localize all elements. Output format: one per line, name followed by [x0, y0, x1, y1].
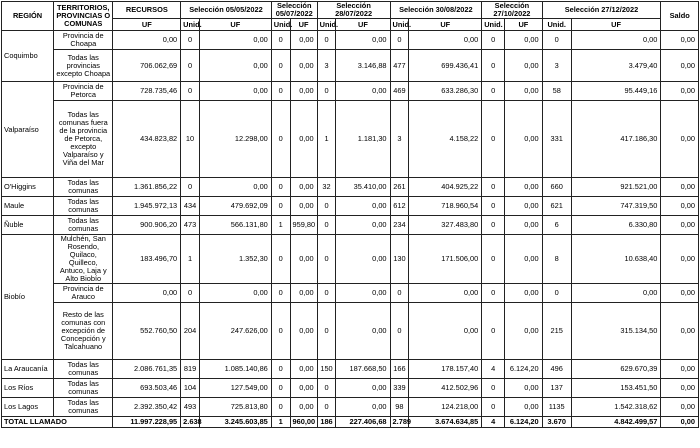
unid-cell: 0 — [317, 235, 336, 284]
uf-cell: 327.483,80 — [409, 216, 482, 235]
unid-cell: 58 — [542, 82, 571, 101]
header-region: REGIÓN — [2, 2, 54, 31]
uf-cell: 0,00 — [505, 398, 543, 417]
uf-cell: 153.451,50 — [571, 379, 661, 398]
unid-cell: 0 — [482, 101, 505, 178]
uf-cell: 0,00 — [199, 178, 271, 197]
unid-cell: 0 — [482, 303, 505, 360]
unid-cell: 215 — [542, 303, 571, 360]
recursos-cell: 434.823,82 — [113, 101, 181, 178]
unid-cell: 3 — [317, 50, 336, 82]
uf-cell: 178.157,40 — [409, 360, 482, 379]
territorio-cell: Todas las comunas — [54, 178, 113, 197]
uf-cell: 0,00 — [290, 360, 317, 379]
unid-cell: 137 — [542, 379, 571, 398]
region-cell: O'Higgins — [2, 178, 54, 197]
uf-cell: 0,00 — [336, 82, 390, 101]
saldo-cell: 0,00 — [661, 50, 699, 82]
header-uf: UF — [336, 19, 390, 31]
uf-cell: 3.146,88 — [336, 50, 390, 82]
header-uf: UF — [199, 19, 271, 31]
recursos-cell: 728.735,46 — [113, 82, 181, 101]
uf-cell: 171.506,00 — [409, 235, 482, 284]
header-unid: Unid. — [181, 19, 200, 31]
region-cell: Coquimbo — [2, 31, 54, 82]
saldo-cell: 0,00 — [661, 101, 699, 178]
unid-cell: 0 — [317, 197, 336, 216]
uf-cell: 747.319,50 — [571, 197, 661, 216]
unid-cell: 621 — [542, 197, 571, 216]
unid-cell: 0 — [482, 82, 505, 101]
uf-cell: 633.286,30 — [409, 82, 482, 101]
uf-cell: 124.218,00 — [409, 398, 482, 417]
unid-cell: 0 — [181, 82, 200, 101]
recursos-cell: 0,00 — [113, 284, 181, 303]
unid-cell: 1135 — [542, 398, 571, 417]
territorio-cell: Todas las comunas — [54, 379, 113, 398]
header-uf: UF — [505, 19, 543, 31]
uf-cell: 0,00 — [290, 284, 317, 303]
uf-cell: 0,00 — [290, 82, 317, 101]
recursos-cell: 900.906,20 — [113, 216, 181, 235]
unid-cell: 477 — [390, 50, 409, 82]
unid-cell: 0 — [482, 50, 505, 82]
unid-cell: 0 — [482, 398, 505, 417]
unid-cell: 98 — [390, 398, 409, 417]
total-uf-cell: 6.124,20 — [505, 417, 543, 428]
uf-cell: 35.410,00 — [336, 178, 390, 197]
recursos-cell: 706.062,69 — [113, 50, 181, 82]
territorio-cell: Todas las comunas — [54, 197, 113, 216]
unid-cell: 819 — [181, 360, 200, 379]
total-uf-cell: 960,00 — [290, 417, 317, 428]
uf-cell: 0,00 — [199, 31, 271, 50]
uf-cell: 0,00 — [409, 31, 482, 50]
unid-cell: 0 — [482, 31, 505, 50]
uf-cell: 0,00 — [336, 216, 390, 235]
uf-cell: 0,00 — [505, 235, 543, 284]
uf-cell: 0,00 — [336, 379, 390, 398]
uf-cell: 1.085.140,86 — [199, 360, 271, 379]
saldo-cell: 0,00 — [661, 82, 699, 101]
unid-cell: 130 — [390, 235, 409, 284]
uf-cell: 0,00 — [290, 398, 317, 417]
header-recursos-uf: UF — [113, 19, 181, 31]
recursos-cell: 1.361.856,22 — [113, 178, 181, 197]
total-uf-cell: 227.406,68 — [336, 417, 390, 428]
uf-cell: 0,00 — [199, 284, 271, 303]
unid-cell: 32 — [317, 178, 336, 197]
uf-cell: 1.181,30 — [336, 101, 390, 178]
unid-cell: 0 — [181, 31, 200, 50]
unid-cell: 3 — [390, 101, 409, 178]
uf-cell: 0,00 — [336, 197, 390, 216]
header-unid: Unid. — [271, 19, 290, 31]
table-row — [2, 284, 699, 303]
unid-cell: 0 — [542, 284, 571, 303]
total-label: TOTAL LLAMADO — [2, 417, 113, 428]
uf-cell: 0,00 — [505, 303, 543, 360]
header-unid: Unid. — [317, 19, 336, 31]
uf-cell: 0,00 — [409, 303, 482, 360]
header-unid: Unid. — [390, 19, 409, 31]
unid-cell: 0 — [317, 284, 336, 303]
unid-cell: 434 — [181, 197, 200, 216]
uf-cell: 0,00 — [505, 197, 543, 216]
table-row — [2, 216, 699, 235]
unid-cell: 0 — [542, 31, 571, 50]
uf-cell: 412.502,96 — [409, 379, 482, 398]
territorio-cell: Provincia de Petorca — [54, 82, 113, 101]
unid-cell: 1 — [317, 101, 336, 178]
uf-cell: 921.521,00 — [571, 178, 661, 197]
unid-cell: 4 — [482, 360, 505, 379]
unid-cell: 0 — [271, 31, 290, 50]
total-row — [2, 417, 699, 428]
uf-cell: 0,00 — [199, 50, 271, 82]
unid-cell: 1 — [271, 216, 290, 235]
recursos-cell: 2.086.761,35 — [113, 360, 181, 379]
unid-cell: 0 — [271, 398, 290, 417]
unid-cell: 469 — [390, 82, 409, 101]
header-seleccion-3: Selección 28/07/2022 — [317, 2, 390, 19]
uf-cell: 0,00 — [505, 178, 543, 197]
uf-cell: 725.813,80 — [199, 398, 271, 417]
unid-cell: 660 — [542, 178, 571, 197]
uf-cell: 699.436,41 — [409, 50, 482, 82]
recursos-cell: 0,00 — [113, 31, 181, 50]
region-cell: Biobío — [2, 235, 54, 360]
uf-cell: 315.134,50 — [571, 303, 661, 360]
territorio-cell: Todas las comunas — [54, 216, 113, 235]
header-uf: UF — [409, 19, 482, 31]
uf-cell: 0,00 — [290, 101, 317, 178]
table-row — [2, 82, 699, 101]
recursos-cell: 1.945.972,13 — [113, 197, 181, 216]
unid-cell: 0 — [271, 360, 290, 379]
total-unid-cell: 186 — [317, 417, 336, 428]
saldo-cell: 0,00 — [661, 379, 699, 398]
unid-cell: 493 — [181, 398, 200, 417]
unid-cell: 204 — [181, 303, 200, 360]
uf-cell: 0,00 — [290, 50, 317, 82]
unid-cell: 0 — [181, 50, 200, 82]
unid-cell: 6 — [542, 216, 571, 235]
territorio-cell: Provincia de Arauco — [54, 284, 113, 303]
uf-cell: 718.960,54 — [409, 197, 482, 216]
unid-cell: 473 — [181, 216, 200, 235]
table-row — [2, 178, 699, 197]
table-row — [2, 197, 699, 216]
header-seleccion-6: Selección 27/12/2022 — [542, 2, 661, 19]
uf-cell: 404.925,22 — [409, 178, 482, 197]
table-row — [2, 235, 699, 284]
unid-cell: 0 — [181, 178, 200, 197]
unid-cell: 612 — [390, 197, 409, 216]
uf-cell: 1.352,30 — [199, 235, 271, 284]
header-saldo: Saldo — [661, 2, 699, 31]
uf-cell: 0,00 — [336, 31, 390, 50]
table-row — [2, 360, 699, 379]
territorio-cell: Todas las comunas — [54, 360, 113, 379]
table-row — [2, 31, 699, 50]
region-cell: Maule — [2, 197, 54, 216]
unid-cell: 339 — [390, 379, 409, 398]
uf-cell: 247.626,00 — [199, 303, 271, 360]
unid-cell: 234 — [390, 216, 409, 235]
unid-cell: 0 — [317, 31, 336, 50]
unid-cell: 104 — [181, 379, 200, 398]
unid-cell: 0 — [390, 303, 409, 360]
uf-cell: 0,00 — [571, 284, 661, 303]
uf-cell: 0,00 — [290, 31, 317, 50]
saldo-cell: 0,00 — [661, 398, 699, 417]
saldo-cell: 0,00 — [661, 197, 699, 216]
uf-cell: 1.542.318,62 — [571, 398, 661, 417]
saldo-cell: 0,00 — [661, 284, 699, 303]
uf-cell: 0,00 — [290, 303, 317, 360]
uf-cell: 95.449,16 — [571, 82, 661, 101]
unid-cell: 0 — [317, 398, 336, 417]
unid-cell: 0 — [317, 379, 336, 398]
saldo-cell: 0,00 — [661, 360, 699, 379]
header-seleccion-2: Selección 05/07/2022 — [271, 2, 317, 19]
unid-cell: 0 — [317, 82, 336, 101]
uf-cell: 0,00 — [505, 31, 543, 50]
total-uf-cell: 3.245.603,85 — [199, 417, 271, 428]
uf-cell: 0,00 — [336, 235, 390, 284]
recursos-cell: 183.496,70 — [113, 235, 181, 284]
uf-cell: 127.549,00 — [199, 379, 271, 398]
unid-cell: 0 — [390, 31, 409, 50]
unid-cell: 0 — [271, 284, 290, 303]
uf-cell: 0,00 — [505, 101, 543, 178]
region-cell: La Araucanía — [2, 360, 54, 379]
total-unid-cell: 1 — [271, 417, 290, 428]
table-row — [2, 379, 699, 398]
unid-cell: 0 — [317, 303, 336, 360]
unid-cell: 0 — [271, 178, 290, 197]
uf-cell: 629.670,39 — [571, 360, 661, 379]
region-cell: Valparaíso — [2, 82, 54, 178]
uf-cell: 4.158,22 — [409, 101, 482, 178]
recursos-cell: 552.760,50 — [113, 303, 181, 360]
uf-cell: 0,00 — [336, 398, 390, 417]
header-seleccion-1: Selección 05/05/2022 — [181, 2, 272, 19]
header-seleccion-4: Selección 30/08/2022 — [390, 2, 482, 19]
saldo-cell: 0,00 — [661, 178, 699, 197]
saldo-cell: 0,00 — [661, 31, 699, 50]
territorio-cell: Resto de las comunas con excepción de Concepción y Talcahuano — [54, 303, 113, 360]
header-uf: UF — [290, 19, 317, 31]
unid-cell: 0 — [271, 235, 290, 284]
unid-cell: 150 — [317, 360, 336, 379]
total-unid-cell: 4 — [482, 417, 505, 428]
territorio-cell: Todas las provincias excepto Choapa — [54, 50, 113, 82]
unid-cell: 0 — [271, 101, 290, 178]
unid-cell: 0 — [271, 82, 290, 101]
uf-cell: 0,00 — [336, 303, 390, 360]
total-recursos: 11.997.228,95 — [113, 417, 181, 428]
header-recursos: RECURSOS — [113, 2, 181, 19]
unid-cell: 496 — [542, 360, 571, 379]
uf-cell: 6.330,80 — [571, 216, 661, 235]
recursos-cell: 693.503,46 — [113, 379, 181, 398]
unid-cell: 331 — [542, 101, 571, 178]
header-unid: Unid. — [542, 19, 571, 31]
uf-cell: 0,00 — [199, 82, 271, 101]
table-row — [2, 101, 699, 178]
saldo-cell: 0,00 — [661, 235, 699, 284]
unid-cell: 10 — [181, 101, 200, 178]
uf-cell: 566.131,80 — [199, 216, 271, 235]
uf-cell: 187.668,50 — [336, 360, 390, 379]
unid-cell: 0 — [317, 216, 336, 235]
unid-cell: 0 — [482, 197, 505, 216]
unid-cell: 261 — [390, 178, 409, 197]
uf-cell: 0,00 — [505, 216, 543, 235]
region-cell: Ñuble — [2, 216, 54, 235]
uf-cell: 417.186,30 — [571, 101, 661, 178]
uf-cell: 0,00 — [505, 50, 543, 82]
table-row — [2, 303, 699, 360]
uf-cell: 0,00 — [571, 31, 661, 50]
unid-cell: 0 — [482, 235, 505, 284]
uf-cell: 959,80 — [290, 216, 317, 235]
uf-cell: 10.638,40 — [571, 235, 661, 284]
unid-cell: 1 — [181, 235, 200, 284]
unid-cell: 0 — [482, 178, 505, 197]
recursos-cell: 2.392.350,42 — [113, 398, 181, 417]
uf-cell: 0,00 — [290, 197, 317, 216]
territorio-cell: Todas las comunas — [54, 398, 113, 417]
total-uf-cell: 4.842.499,57 — [571, 417, 661, 428]
saldo-cell: 0,00 — [661, 216, 699, 235]
uf-cell: 3.479,40 — [571, 50, 661, 82]
region-cell: Los Ríos — [2, 379, 54, 398]
uf-cell: 0,00 — [505, 82, 543, 101]
uf-cell: 0,00 — [290, 235, 317, 284]
uf-cell: 0,00 — [409, 284, 482, 303]
uf-cell: 0,00 — [505, 284, 543, 303]
unid-cell: 0 — [271, 303, 290, 360]
region-cell: Los Lagos — [2, 398, 54, 417]
territorio-cell: Provincia de Choapa — [54, 31, 113, 50]
total-unid-cell: 2.789 — [390, 417, 409, 428]
saldo-cell: 0,00 — [661, 303, 699, 360]
table-row — [2, 398, 699, 417]
uf-cell: 0,00 — [505, 379, 543, 398]
header-unid: Unid. — [482, 19, 505, 31]
uf-cell: 0,00 — [290, 178, 317, 197]
unid-cell: 0 — [181, 284, 200, 303]
territorio-cell: Todas las comunas fuera de la provincia de Petorca, excepto Valparaíso y Viña del Mar — [54, 101, 113, 178]
unid-cell: 0 — [482, 284, 505, 303]
unid-cell: 0 — [271, 50, 290, 82]
header-territorios: TERRITORIOS, PROVINCIAS O COMUNAS — [54, 2, 113, 31]
total-unid-cell: 3.670 — [542, 417, 571, 428]
territorio-cell: Mulchén, San Rosendo, Quilaco, Quilleco, Antuco, Laja y Alto Biobío — [54, 235, 113, 284]
unid-cell: 166 — [390, 360, 409, 379]
unid-cell: 0 — [482, 379, 505, 398]
uf-cell: 6.124,20 — [505, 360, 543, 379]
uf-cell: 12.298,00 — [199, 101, 271, 178]
unid-cell: 8 — [542, 235, 571, 284]
table-row — [2, 50, 699, 82]
unid-cell: 0 — [482, 216, 505, 235]
uf-cell: 0,00 — [336, 284, 390, 303]
total-uf-cell: 3.674.634,85 — [409, 417, 482, 428]
uf-cell: 0,00 — [290, 379, 317, 398]
unid-cell: 0 — [271, 197, 290, 216]
header-seleccion-5: Selección 27/10/2022 — [482, 2, 542, 19]
unid-cell: 0 — [390, 284, 409, 303]
unid-cell: 0 — [271, 379, 290, 398]
unid-cell: 3 — [542, 50, 571, 82]
header-uf: UF — [571, 19, 661, 31]
total-saldo: 0,00 — [661, 417, 699, 428]
total-unid-cell: 2.638 — [181, 417, 200, 428]
uf-cell: 479.692,09 — [199, 197, 271, 216]
resource-table — [1, 1, 699, 428]
